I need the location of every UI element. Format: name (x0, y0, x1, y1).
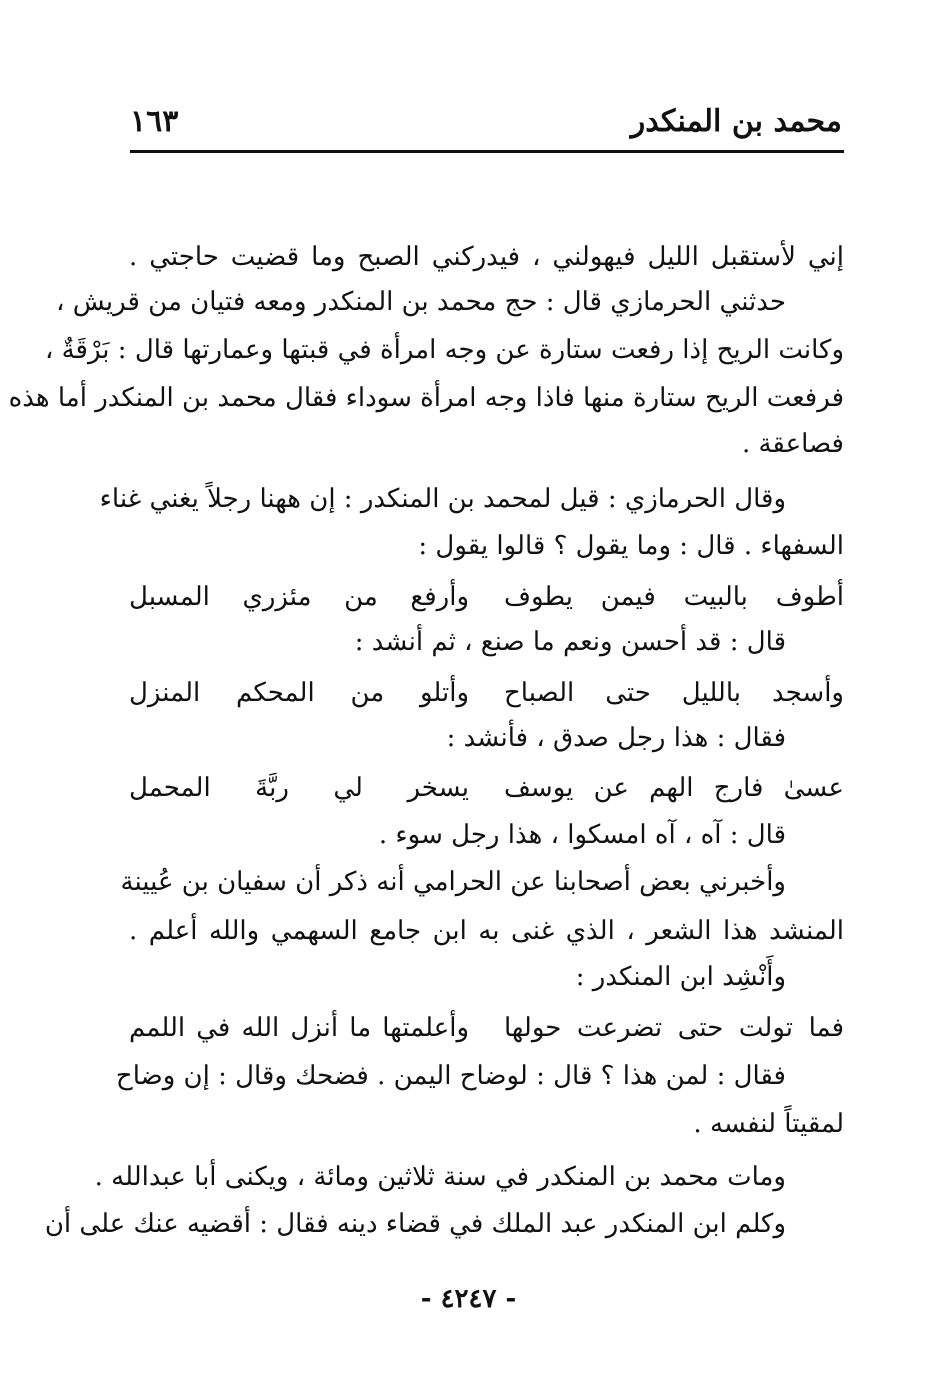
poem-verse (129, 673, 844, 717)
text-line: لمقيتاً لنفسه . (693, 1109, 844, 1139)
paragraph-line: قال : قد أحسن ونعم ما صنع ، ثم أنشد : (354, 627, 786, 657)
verse-first-hemistich: عسىٰ فارج الهم عن يوسف (504, 773, 844, 803)
page-number: ١٦٣ (130, 104, 179, 139)
text-line: فرفعت الريح ستارة منها فاذا وجه امرأة سوداء فقال محمد بن المنكدر أما هذه (8, 383, 844, 413)
verse-first-hemistich: وأسجد بالليل حتى الصباح (504, 678, 844, 708)
verse-second-hemistich: وأرفع من مئزري المسبل (129, 582, 469, 612)
verse-second-hemistich: يسخر لي ربَّةَ المحمل (129, 773, 469, 803)
paragraph-line: وقال الحرمازي : قيل لمحمد بن المنكدر : إن ههنا رجلاً يغني غناء (99, 484, 786, 514)
paragraph-line: ومات محمد بن المنكدر في سنة ثلاثين ومائة ، ويكنى أبا عبدالله . (94, 1162, 786, 1192)
verse-second-hemistich: وأتلو من المحكم المنزل (129, 678, 469, 708)
text-line: المنشد هذا الشعر ، الذي غنى به ابن جامع السهمي والله أعلم . (129, 916, 844, 946)
text-line: السفهاء . قال : وما يقول ؟ قالوا يقول : (418, 531, 844, 561)
text-line: إني لأستقبل الليل فيهولني ، فيدركني الصبح وما قضيت حاجتي . (129, 242, 844, 272)
paragraph-line: قال : آه ، آه امسكوا ، هذا رجل سوء . (378, 820, 786, 850)
header-rule (130, 150, 844, 153)
paragraph-line: وأَنْشِد ابن المنكدر : (575, 962, 786, 992)
text-line: وكانت الريح إذا رفعت ستارة عن وجه امرأة في قبتها وعمارتها قال : بَرْقَةٌ ، (44, 335, 844, 365)
paragraph-line: فقال : لمن هذا ؟ قال : لوضاح اليمن . فضحك وقال : إن وضاح (115, 1061, 786, 1091)
verse-second-hemistich: وأعلمتها ما أنزل الله في اللمم (129, 1013, 469, 1043)
running-header (130, 100, 842, 140)
paragraph-line: حدثني الحرمازي قال : حج محمد بن المنكدر ومعه فتيان من قريش ، (56, 287, 786, 317)
page-marker: - ٤٢٤٧ - (420, 1284, 517, 1314)
poem-verse (129, 768, 844, 812)
verse-first-hemistich: فما تولت حتى تضرعت حولها (504, 1013, 844, 1043)
poem-verse (129, 1008, 844, 1052)
paragraph-line: وأخبرني بعض أصحابنا عن الحرامي أنه ذكر أن سفيان بن عُيينة (120, 867, 786, 897)
verse-first-hemistich: أطوف بالبيت فيمن يطوف (504, 582, 844, 612)
paragraph-line: فقال : هذا رجل صدق ، فأنشد : (446, 723, 786, 753)
chapter-title: محمد بن المنكدر (630, 104, 842, 139)
poem-verse (129, 577, 844, 621)
text-line: فصاعقة . (741, 429, 844, 459)
paragraph-line: وكلم ابن المنكدر عبد الملك في قضاء دينه فقال : أقضيه عنك على أن (44, 1209, 786, 1239)
